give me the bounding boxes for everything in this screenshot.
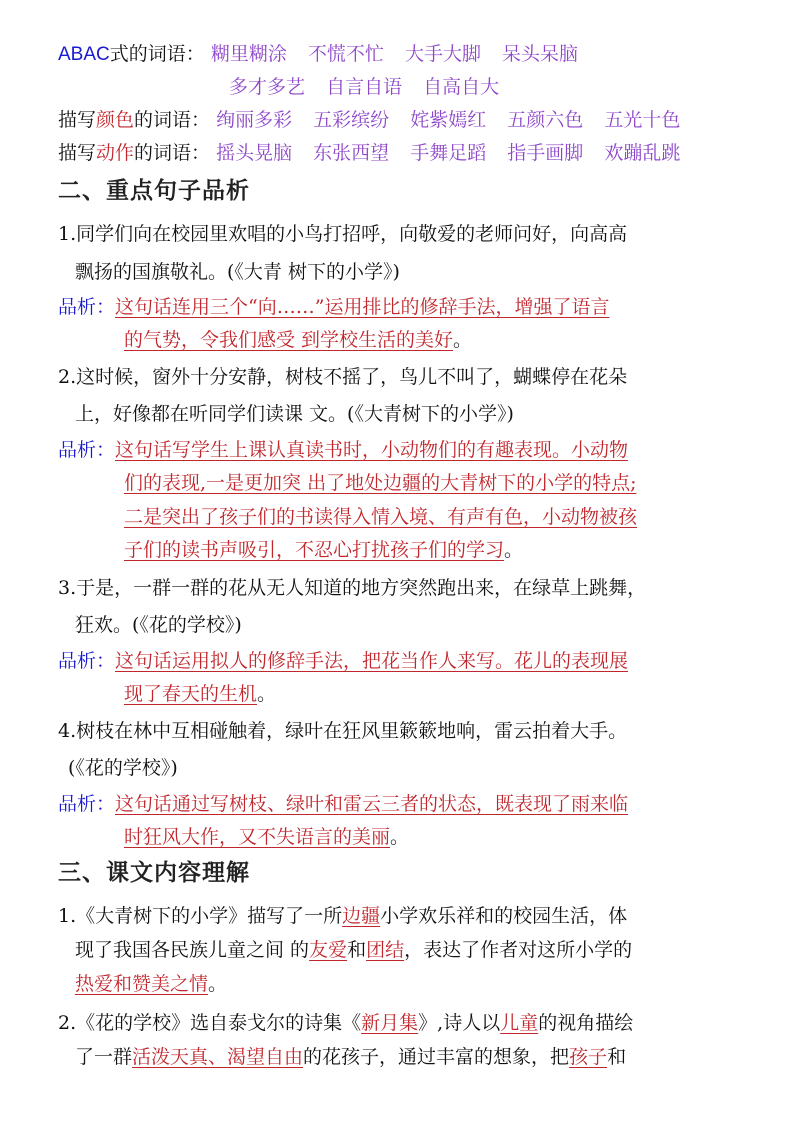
vocab-word: 绚丽多彩: [216, 109, 293, 131]
vocab-word: 摇头晃脑: [216, 142, 293, 164]
analysis-text: 们的表现,一是更加突 出了地处边疆的大青树下的小学的特点;: [124, 472, 637, 494]
analysis-3-line2: [124, 678, 276, 710]
analysis-text: 这句话写学生上课认真读书时，小动物们的有趣表现。小动物: [115, 439, 629, 461]
analysis-text: 这句话运用拟人的修辞手法，把花当作人来写。花儿的表现展: [115, 650, 629, 672]
text-run: ，表达了作者对这所小学的: [404, 939, 633, 961]
analysis-1: [58, 291, 609, 323]
vocab-color-key: 颜色: [96, 109, 135, 131]
analysis-text: 这句话连用三个“向……”运用排比的修辞手法，增强了语言: [115, 296, 610, 318]
sentence-1-line1: 1.同学们向在校园里欢唱的小鸟打招呼，向敬爱的老师问好，向高高: [58, 223, 628, 245]
text-run: 的视角描绘: [538, 1012, 634, 1034]
analysis-text: 这句话通过写树枝、绿叶和雷云三者的状态，既表现了雨来临: [115, 793, 629, 815]
analysis-text: 时狂风大作，又不失语言的美丽: [124, 826, 391, 848]
keyword: 热爱和赞美之情: [75, 973, 209, 995]
vocab-abac-label: 式的词语：: [109, 43, 205, 65]
text-run: 小学欢乐祥和的校园生活，体: [380, 905, 628, 927]
section2-heading: 二、重点句子品析: [58, 177, 250, 204]
content-2-line1: [58, 1007, 633, 1039]
analysis-4-line2: [124, 821, 409, 853]
analysis-4: [58, 788, 628, 820]
content-1-line3: [75, 968, 227, 1000]
vocab-word: 五光十色: [604, 109, 681, 131]
vocab-action-pre: 描写: [58, 142, 97, 164]
analysis-label: 品析：: [58, 793, 116, 815]
vocab-color-words: [216, 109, 695, 131]
vocab-abac-words: [211, 43, 593, 65]
vocab-action-post: 的词语：: [134, 142, 211, 164]
keyword: 活泼天真、渴望自由: [132, 1046, 304, 1068]
analysis-text: 现了春天的生机: [124, 683, 258, 705]
sentence-3-line1: 3.于是，一群一群的花从无人知道的地方突然跑出来，在绿草上跳舞，: [58, 577, 647, 599]
vocab-word: 五颜六色: [507, 109, 584, 131]
vocab-color-post: 的词语：: [134, 109, 211, 131]
vocab-action-key: 动作: [96, 142, 135, 164]
end-mark: 。: [390, 826, 410, 848]
vocab-abac-row2: [229, 71, 514, 103]
analysis-1-line2: [124, 324, 472, 356]
keyword: 友爱: [309, 939, 348, 961]
analysis-2-line3: [124, 501, 637, 533]
analysis-label: 品析：: [58, 296, 116, 318]
vocab-word: 多才多艺: [229, 76, 306, 98]
vocab-word: 大手大脚: [404, 43, 481, 65]
end-mark: 。: [453, 329, 473, 351]
vocab-action-words: [216, 142, 695, 164]
analysis-text: 子们的读书声吸引，不忍心打扰孩子们的学习: [124, 539, 505, 561]
vocab-word: 自言自语: [326, 76, 403, 98]
keyword: 儿童: [500, 1012, 539, 1034]
text-run: 现了我国各民族儿童之间 的: [75, 939, 310, 961]
analysis-2-line2: [124, 467, 636, 499]
text-run: 2.《花的学校》选自泰戈尔的诗集《: [58, 1012, 362, 1034]
analysis-3: [58, 645, 628, 677]
vocab-word: 自高自大: [423, 76, 500, 98]
content-1-line1: [58, 900, 627, 932]
analysis-2-line4: [124, 534, 523, 566]
text-run: 和: [347, 939, 367, 961]
analysis-2: [58, 434, 628, 466]
end-mark: 。: [504, 539, 524, 561]
analysis-label: 品析：: [58, 439, 116, 461]
sentence-1-line2: 飘扬的国旗敬礼。(《大青 树下的小学》): [75, 261, 400, 283]
text-run: 1.《大青树下的小学》描写了一所: [58, 905, 343, 927]
analysis-text: 二是突出了孩子们的书读得入情入境、有声有色，小动物被孩: [124, 506, 638, 528]
keyword: 团结: [366, 939, 405, 961]
analysis-text: 的气势，令我们感受 到学校生活的美好: [124, 329, 454, 351]
text-run: 和: [607, 1046, 627, 1068]
vocab-word: 五彩缤纷: [313, 109, 390, 131]
section3-heading: 三、课文内容理解: [58, 859, 250, 886]
keyword: 孩子: [569, 1046, 608, 1068]
vocab-color-row: [58, 104, 695, 136]
content-2-line2: [75, 1041, 626, 1073]
vocab-abac-row: [58, 38, 593, 71]
text-run: 的花孩子，通过丰富的想象，把: [303, 1046, 570, 1068]
keyword: 新月集: [361, 1012, 419, 1034]
sentence-4-line1: 4.树枝在林中互相碰触着，绿叶在狂风里簌簌地响，雷云拍着大手。: [58, 720, 628, 742]
vocab-color-pre: 描写: [58, 109, 97, 131]
text-run: 了一群: [75, 1046, 133, 1068]
vocab-word: 东张西望: [313, 142, 390, 164]
vocab-action-row: [58, 137, 695, 169]
analysis-label: 品析：: [58, 650, 116, 672]
vocab-word: 糊里糊涂: [210, 43, 287, 65]
vocab-word: 手舞足蹈: [410, 142, 487, 164]
text-run: 》,诗人以: [418, 1012, 501, 1034]
text-run: 。: [208, 973, 228, 995]
sentence-2-line1: 2.这时候，窗外十分安静，树枝不摇了，鸟儿不叫了，蝴蝶停在花朵: [58, 366, 628, 388]
vocab-word: 指手画脚: [507, 142, 584, 164]
vocab-word: 欢蹦乱跳: [604, 142, 681, 164]
keyword: 边疆: [342, 905, 381, 927]
vocab-word: 姹紫嫣红: [410, 109, 487, 131]
vocab-abac-prefix: ABAC: [58, 44, 110, 65]
sentence-4-line2: (《花的学校》): [68, 757, 178, 779]
sentence-2-line2: 上，好像都在听同学们读课 文。(《大青树下的小学》): [75, 403, 514, 425]
end-mark: 。: [257, 683, 277, 705]
sentence-3-line2: 狂欢。(《花的学校》): [75, 614, 242, 636]
content-1-line2: [75, 934, 632, 966]
vocab-word: 不慌不忙: [307, 43, 384, 65]
vocab-word: 呆头呆脑: [502, 43, 579, 65]
